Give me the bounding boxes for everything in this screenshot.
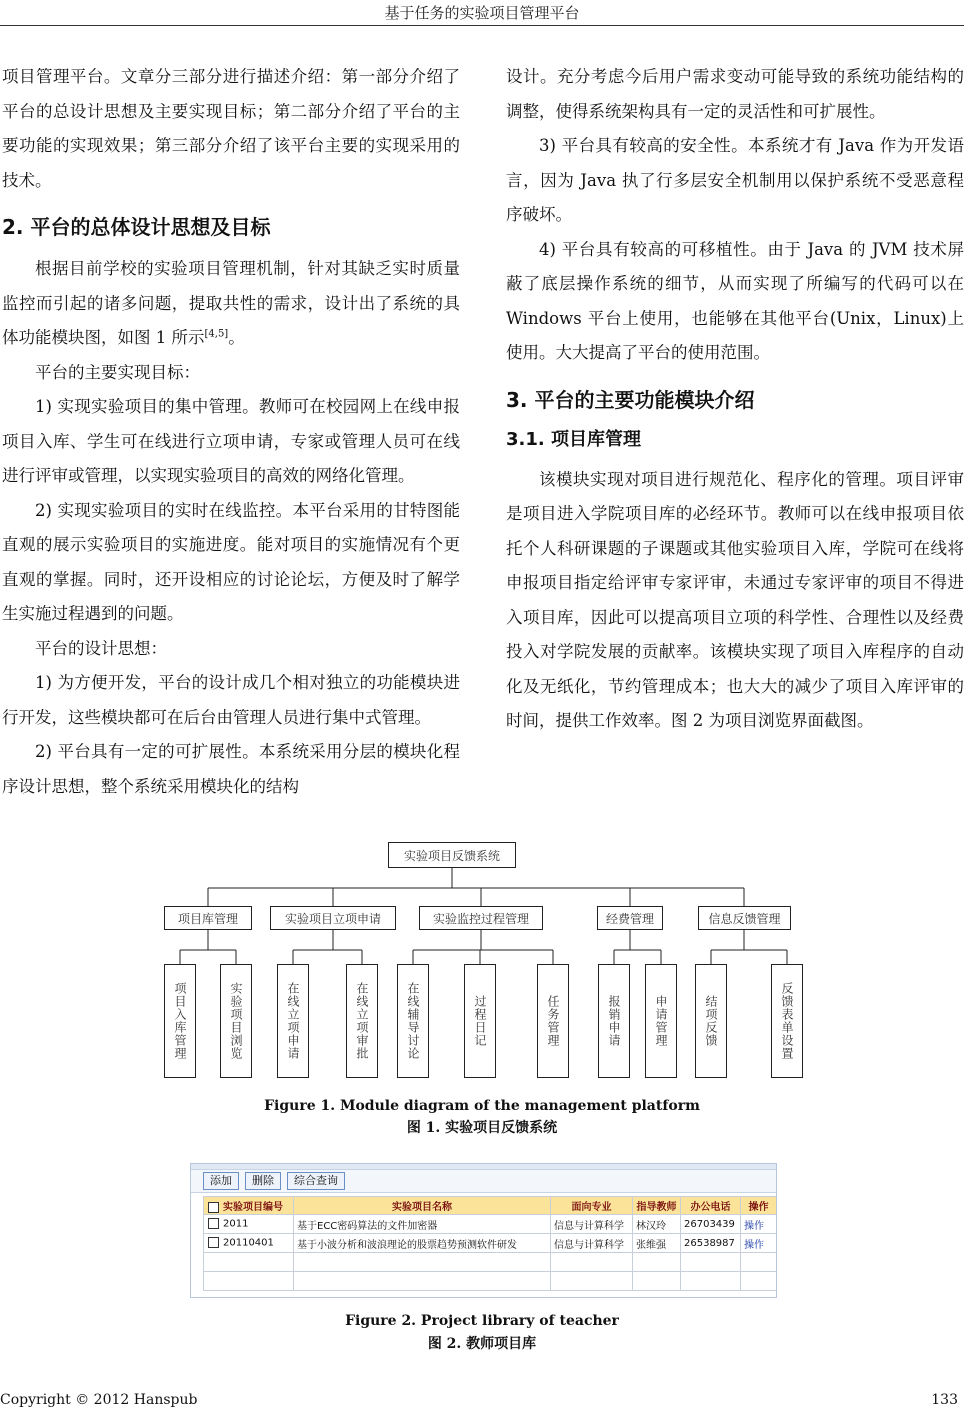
delete-button[interactable]: 删除 — [245, 1172, 281, 1190]
section-heading: 3. 平台的主要功能模块介绍 — [506, 387, 755, 412]
select-all-checkbox[interactable] — [208, 1202, 219, 1213]
running-header: 基于任务的实验项目管理平台 — [384, 4, 580, 22]
paragraph-end: 。 — [228, 328, 245, 347]
diagram-module-node: 实验监控过程管理 — [419, 906, 543, 930]
toolbar — [191, 1170, 776, 1193]
paragraph: 4) 平台具有较高的可移植性。由于 Java 的 JVM 技术屏蔽了底层操作系统的细节，从而实现了所编写的代码可以在 Windows 平台上使用，也能够在其他平台(Unix，Linux)上使用。大大提高了平台的使用范围。 — [506, 239, 964, 362]
paragraph: 1) 实现实验项目的集中管理。教师可在校园网上在线申报项目入库、学生可在线进行立项申请，专家或管理人员可在线进行评审或管理，以实现实验项目的高效的网络化管理。 — [2, 397, 460, 485]
subsection-heading: 3.1. 项目库管理 — [506, 428, 641, 450]
add-button[interactable]: 添加 — [203, 1172, 239, 1190]
paragraph — [2, 252, 460, 356]
table-header-row — [204, 1197, 777, 1215]
operation-link[interactable]: 操作 — [741, 1234, 777, 1253]
table-cell: 基于ECC密码算法的文件加密器 — [294, 1215, 551, 1234]
column-header: 实验项目名称 — [294, 1197, 551, 1215]
citation: [4,5] — [204, 328, 229, 340]
diagram-leaf-node: 在线立项审批 — [346, 964, 378, 1078]
diagram-module-node: 实验项目立项申请 — [270, 906, 396, 930]
diagram-leaf-node: 申请管理 — [645, 964, 677, 1078]
diagram-module-node: 经费管理 — [597, 906, 663, 930]
table-cell — [204, 1215, 294, 1234]
paragraph: 平台的主要实现目标： — [35, 362, 200, 382]
empty-row — [204, 1253, 777, 1272]
table-cell: 张维强 — [633, 1234, 681, 1253]
row-checkbox[interactable] — [208, 1237, 219, 1248]
cell-text: 2011 — [223, 1218, 249, 1230]
search-button[interactable]: 综合查询 — [287, 1172, 345, 1190]
diagram-leaf-node: 项目入库管理 — [164, 964, 196, 1078]
table-cell — [204, 1234, 294, 1253]
diagram-leaf-node: 反馈表单设置 — [771, 964, 803, 1078]
figure-1-caption-en: Figure 1. Module diagram of the management platform — [264, 1098, 700, 1114]
table-cell: 26538987 — [681, 1234, 741, 1253]
paragraph-text: 根据目前学校的实验项目管理机制，针对其缺乏实时质量监控而引起的诸多问题，提取共性的需求，设计出了系统的具体功能模块图，如图 1 所示 — [2, 259, 460, 347]
paragraph: 2) 实现实验项目的实时在线监控。本平台采用的甘特图能直观的展示实验项目的实施进度。能对项目的实施情况有个更直观的掌握。同时，还开设相应的讨论论坛，方便及时了解学生实施过程遇到的问题。 — [2, 500, 460, 623]
paragraph: 2) 平台具有一定的可扩展性。本系统采用分层的模块化程序设计思想，整个系统采用模块化的结构 — [2, 742, 460, 796]
diagram-root-node: 实验项目反馈系统 — [388, 842, 516, 868]
paragraph: 该模块实现对项目进行规范化、程序化的管理。项目评审是项目进入学院项目库的必经环节。教师可以在线申报项目依托个人科研课题的子课题或其他实验项目入库，学院可在线将申报项目指定给评审专家评审，未通过专家评审的项目不得进入项目库，因此可以提高项目立项的科学性、合理性以及经费投入对学院发展的贡献率。该模块实现了项目入库程序的自动化及无纸化，节约管理成本；也大大的减少了项目入库评审的时间，提供工作效率。图 2 为项目浏览界面截图。 — [506, 469, 964, 730]
paragraph: 设计。充分考虑今后用户需求变动可能导致的系统功能结构的调整，使得系统架构具有一定的灵活性和可扩展性。 — [506, 67, 964, 121]
page-number: 133 — [931, 1392, 958, 1408]
operation-link[interactable]: 操作 — [741, 1215, 777, 1234]
column-header: 面向专业 — [551, 1197, 633, 1215]
table-cell: 26703439 — [681, 1215, 741, 1234]
paragraph: 项目管理平台。文章分三部分进行描述介绍：第一部分介绍了平台的总设计思想及主要实现目标；第二部分介绍了平台的主要功能的实现效果；第三部分介绍了该平台主要的实现采用的技术。 — [2, 67, 460, 190]
diagram-leaf-node: 在线立项申请 — [277, 964, 309, 1078]
diagram-module-node: 项目库管理 — [164, 906, 252, 930]
diagram-leaf-node: 在线辅导讨论 — [397, 964, 429, 1078]
diagram-leaf-node: 报销申请 — [598, 964, 630, 1078]
table-cell: 基于小波分析和波浪理论的股票趋势预测软件研发 — [294, 1234, 551, 1253]
column-header: 指导教师 — [633, 1197, 681, 1215]
row-checkbox[interactable] — [208, 1218, 219, 1229]
column-header: 办公电话 — [681, 1197, 741, 1215]
figure-2-caption-en: Figure 2. Project library of teacher — [345, 1313, 619, 1329]
table-cell: 林汉玲 — [633, 1215, 681, 1234]
diagram-leaf-node: 结项反馈 — [695, 964, 727, 1078]
figure-1-diagram — [0, 836, 964, 1096]
figure-1-caption-zh: 图 1. 实验项目反馈系统 — [406, 1120, 558, 1136]
table-cell: 信息与计算科学 — [551, 1215, 633, 1234]
diagram-leaf-node: 实验项目浏览 — [220, 964, 252, 1078]
figure-2-screenshot — [190, 1163, 777, 1298]
table-cell: 信息与计算科学 — [551, 1234, 633, 1253]
empty-row — [204, 1272, 777, 1291]
left-column — [2, 60, 460, 804]
header-rule — [0, 25, 964, 26]
project-table — [203, 1196, 777, 1291]
column-header-label: 实验项目编号 — [223, 1202, 283, 1213]
diagram-leaf-node: 过程日记 — [464, 964, 496, 1078]
section-heading: 2. 平台的总体设计思想及目标 — [2, 215, 271, 239]
right-column — [506, 60, 964, 739]
table-row — [204, 1215, 777, 1234]
paragraph: 3) 平台具有较高的安全性。本系统才有 Java 作为开发语言，因为 Java 执了行多层安全机制用以保护系统不受恶意程序破坏。 — [506, 136, 964, 224]
paragraph: 1) 为方便开发，平台的设计成几个相对独立的功能模块进行开发，这些模块都可在后台由管理人员进行集中式管理。 — [2, 673, 460, 727]
diagram-leaf-node: 任务管理 — [537, 964, 569, 1078]
table-row — [204, 1234, 777, 1253]
diagram-module-node: 信息反馈管理 — [698, 906, 791, 930]
figure-2-caption-zh: 图 2. 教师项目库 — [427, 1336, 537, 1352]
cell-text: 20110401 — [223, 1237, 274, 1249]
paragraph: 平台的设计思想： — [35, 638, 167, 658]
column-header: 操作 — [741, 1197, 777, 1215]
column-header — [204, 1197, 294, 1215]
copyright: Copyright © 2012 Hanspub — [0, 1392, 198, 1408]
